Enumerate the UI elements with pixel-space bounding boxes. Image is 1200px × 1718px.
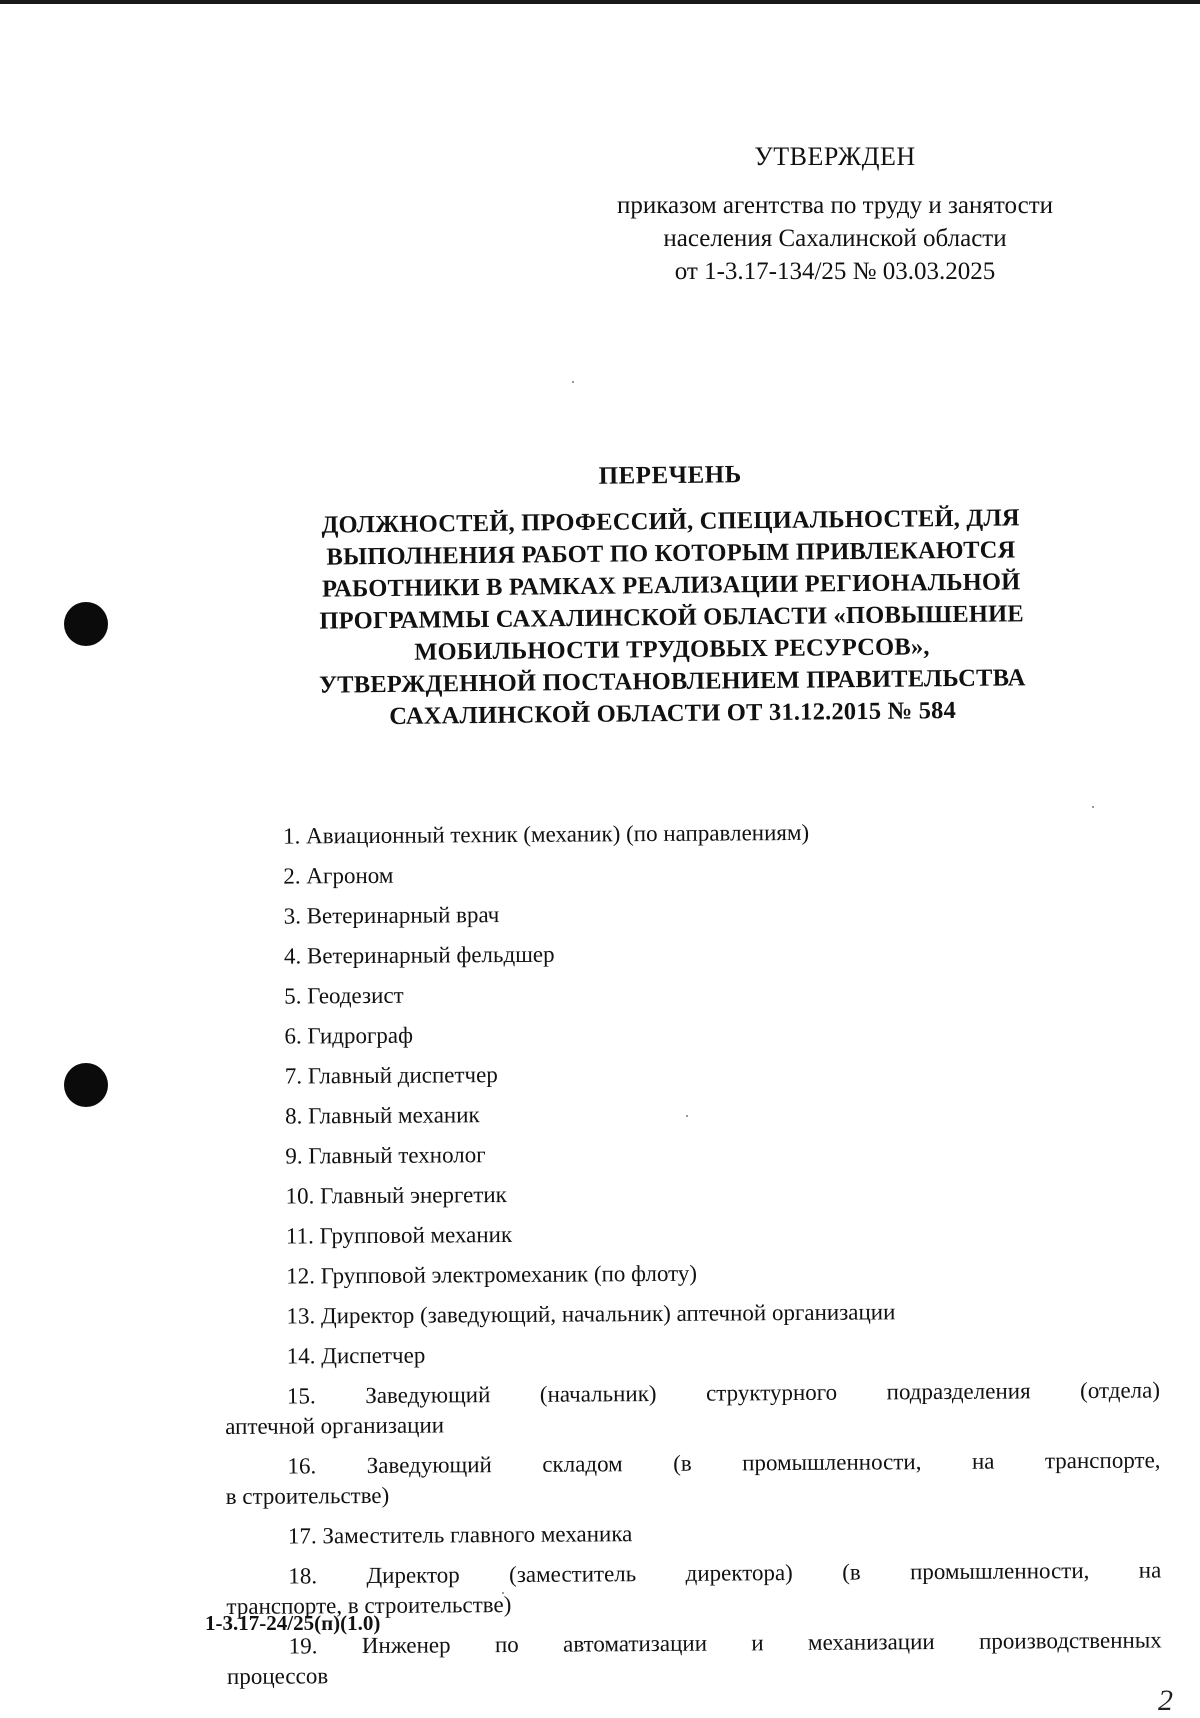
list-item [221,855,1156,892]
approval-heading: УТВЕРЖДЕН [754,142,916,171]
document-title-line: ВЫПОЛНЕНИЯ РАБОТ ПО КОТОРЫМ ПРИВЛЕКАЮТСЯ [326,536,1016,571]
document-title-line: ДОЛЖНОСТЕЙ, ПРОФЕССИЙ, СПЕЦИАЛЬНОСТЕЙ, ДЛЯ [321,504,1020,539]
list-item [224,1255,1159,1292]
list-item-text: 3. Ветеринарный врач [283,902,500,929]
list-item-continuation: транспорте, в строительстве) [226,1591,512,1619]
position-list [221,815,1162,1702]
document-title [250,458,1093,735]
approval-order-line: приказом агентства по труду и занятости [616,192,1054,219]
list-item [225,1445,1160,1512]
list-item-text: 6. Гидрограф [284,1022,414,1049]
list-item-text: 17. Заместитель главного механика [287,1521,633,1549]
handwritten-page-number: 2 [1158,1684,1173,1717]
list-item-text: 16. Заведующий складом (в промышленности, на транспорте, [287,1447,1161,1479]
list-item [226,1515,1161,1552]
list-item-text: 5. Геодезист [284,982,404,1009]
list-item [222,935,1157,972]
list-item [225,1375,1160,1442]
punch-hole-top [64,602,108,646]
list-item-text: 2. Агроном [283,862,394,889]
list-item-text: 8. Главный механик [284,1102,480,1129]
document-title-line: РАБОТНИКИ В РАМКАХ РЕАЛИЗАЦИИ РЕГИОНАЛЬНОЙ [321,568,1021,603]
list-item-text: 10. Главный энергетик [285,1182,507,1209]
list-item-text: 19. Инженер по автоматизации и механизации производственных [288,1627,1162,1659]
document-title-line: САХАЛИНСКОЙ ОБЛАСТИ ОТ 31.12.2015 № 584 [389,697,957,730]
scan-speck [572,381,574,383]
list-item [225,1335,1160,1372]
list-item [224,1215,1159,1252]
document-title-main: ПЕРЕЧЕНЬ [598,461,742,490]
list-item [223,1055,1158,1092]
list-item-text: 15. Заведующий (начальник) структурного подразделения (отдела) [286,1377,1161,1409]
document-title-line: ПРОГРАММЫ САХАЛИНСКОЙ ОБЛАСТИ «ПОВЫШЕНИЕ [319,600,1025,635]
document-title-line: МОБИЛЬНОСТИ ТРУДОВЫХ РЕСУРСОВ», [414,633,930,666]
list-item-text: 14. Диспетчер [286,1342,426,1369]
scan-edge-line [0,0,1200,4]
list-item-text: 1. Авиационный техник (механик) (по направлениям) [283,819,810,849]
list-item [223,1095,1158,1132]
list-item-text: 18. Директор (заместитель директора) (в промышленности, на [288,1557,1162,1589]
scan-speck [1092,806,1094,808]
list-item-text: 12. Групповой электромеханик (по флоту) [286,1260,698,1289]
list-item-continuation: в строительстве) [225,1482,390,1509]
list-item-text: 9. Главный технолог [285,1142,486,1169]
list-item [222,1015,1157,1052]
approval-block [560,140,1110,288]
approval-order-line: от 1-3.17-134/25 № 03.03.2025 [674,258,996,285]
list-item [224,1175,1159,1212]
list-item-text: 11. Групповой механик [285,1221,513,1249]
document-code: 1-3.17-24/25(п)(1.0) [205,1611,381,1635]
list-item-continuation: процессов [226,1663,329,1689]
list-item [222,895,1157,932]
list-item [224,1295,1159,1332]
list-item [223,1135,1158,1172]
list-item [221,815,1156,852]
list-item-continuation: аптечной организации [225,1412,445,1439]
list-item-text: 13. Директор (заведующий, начальник) аптечной организации [286,1299,896,1329]
list-item-text: 4. Ветеринарный фельдшер [283,941,555,969]
approval-order-line: населения Сахалинской области [663,225,1007,252]
document-title-line: УТВЕРЖДЕННОЙ ПОСТАНОВЛЕНИЕМ ПРАВИТЕЛЬСТВА [318,664,1026,699]
punch-hole-bottom [64,1063,108,1107]
list-item [222,975,1157,1012]
list-item-text: 7. Главный диспетчер [284,1062,498,1089]
